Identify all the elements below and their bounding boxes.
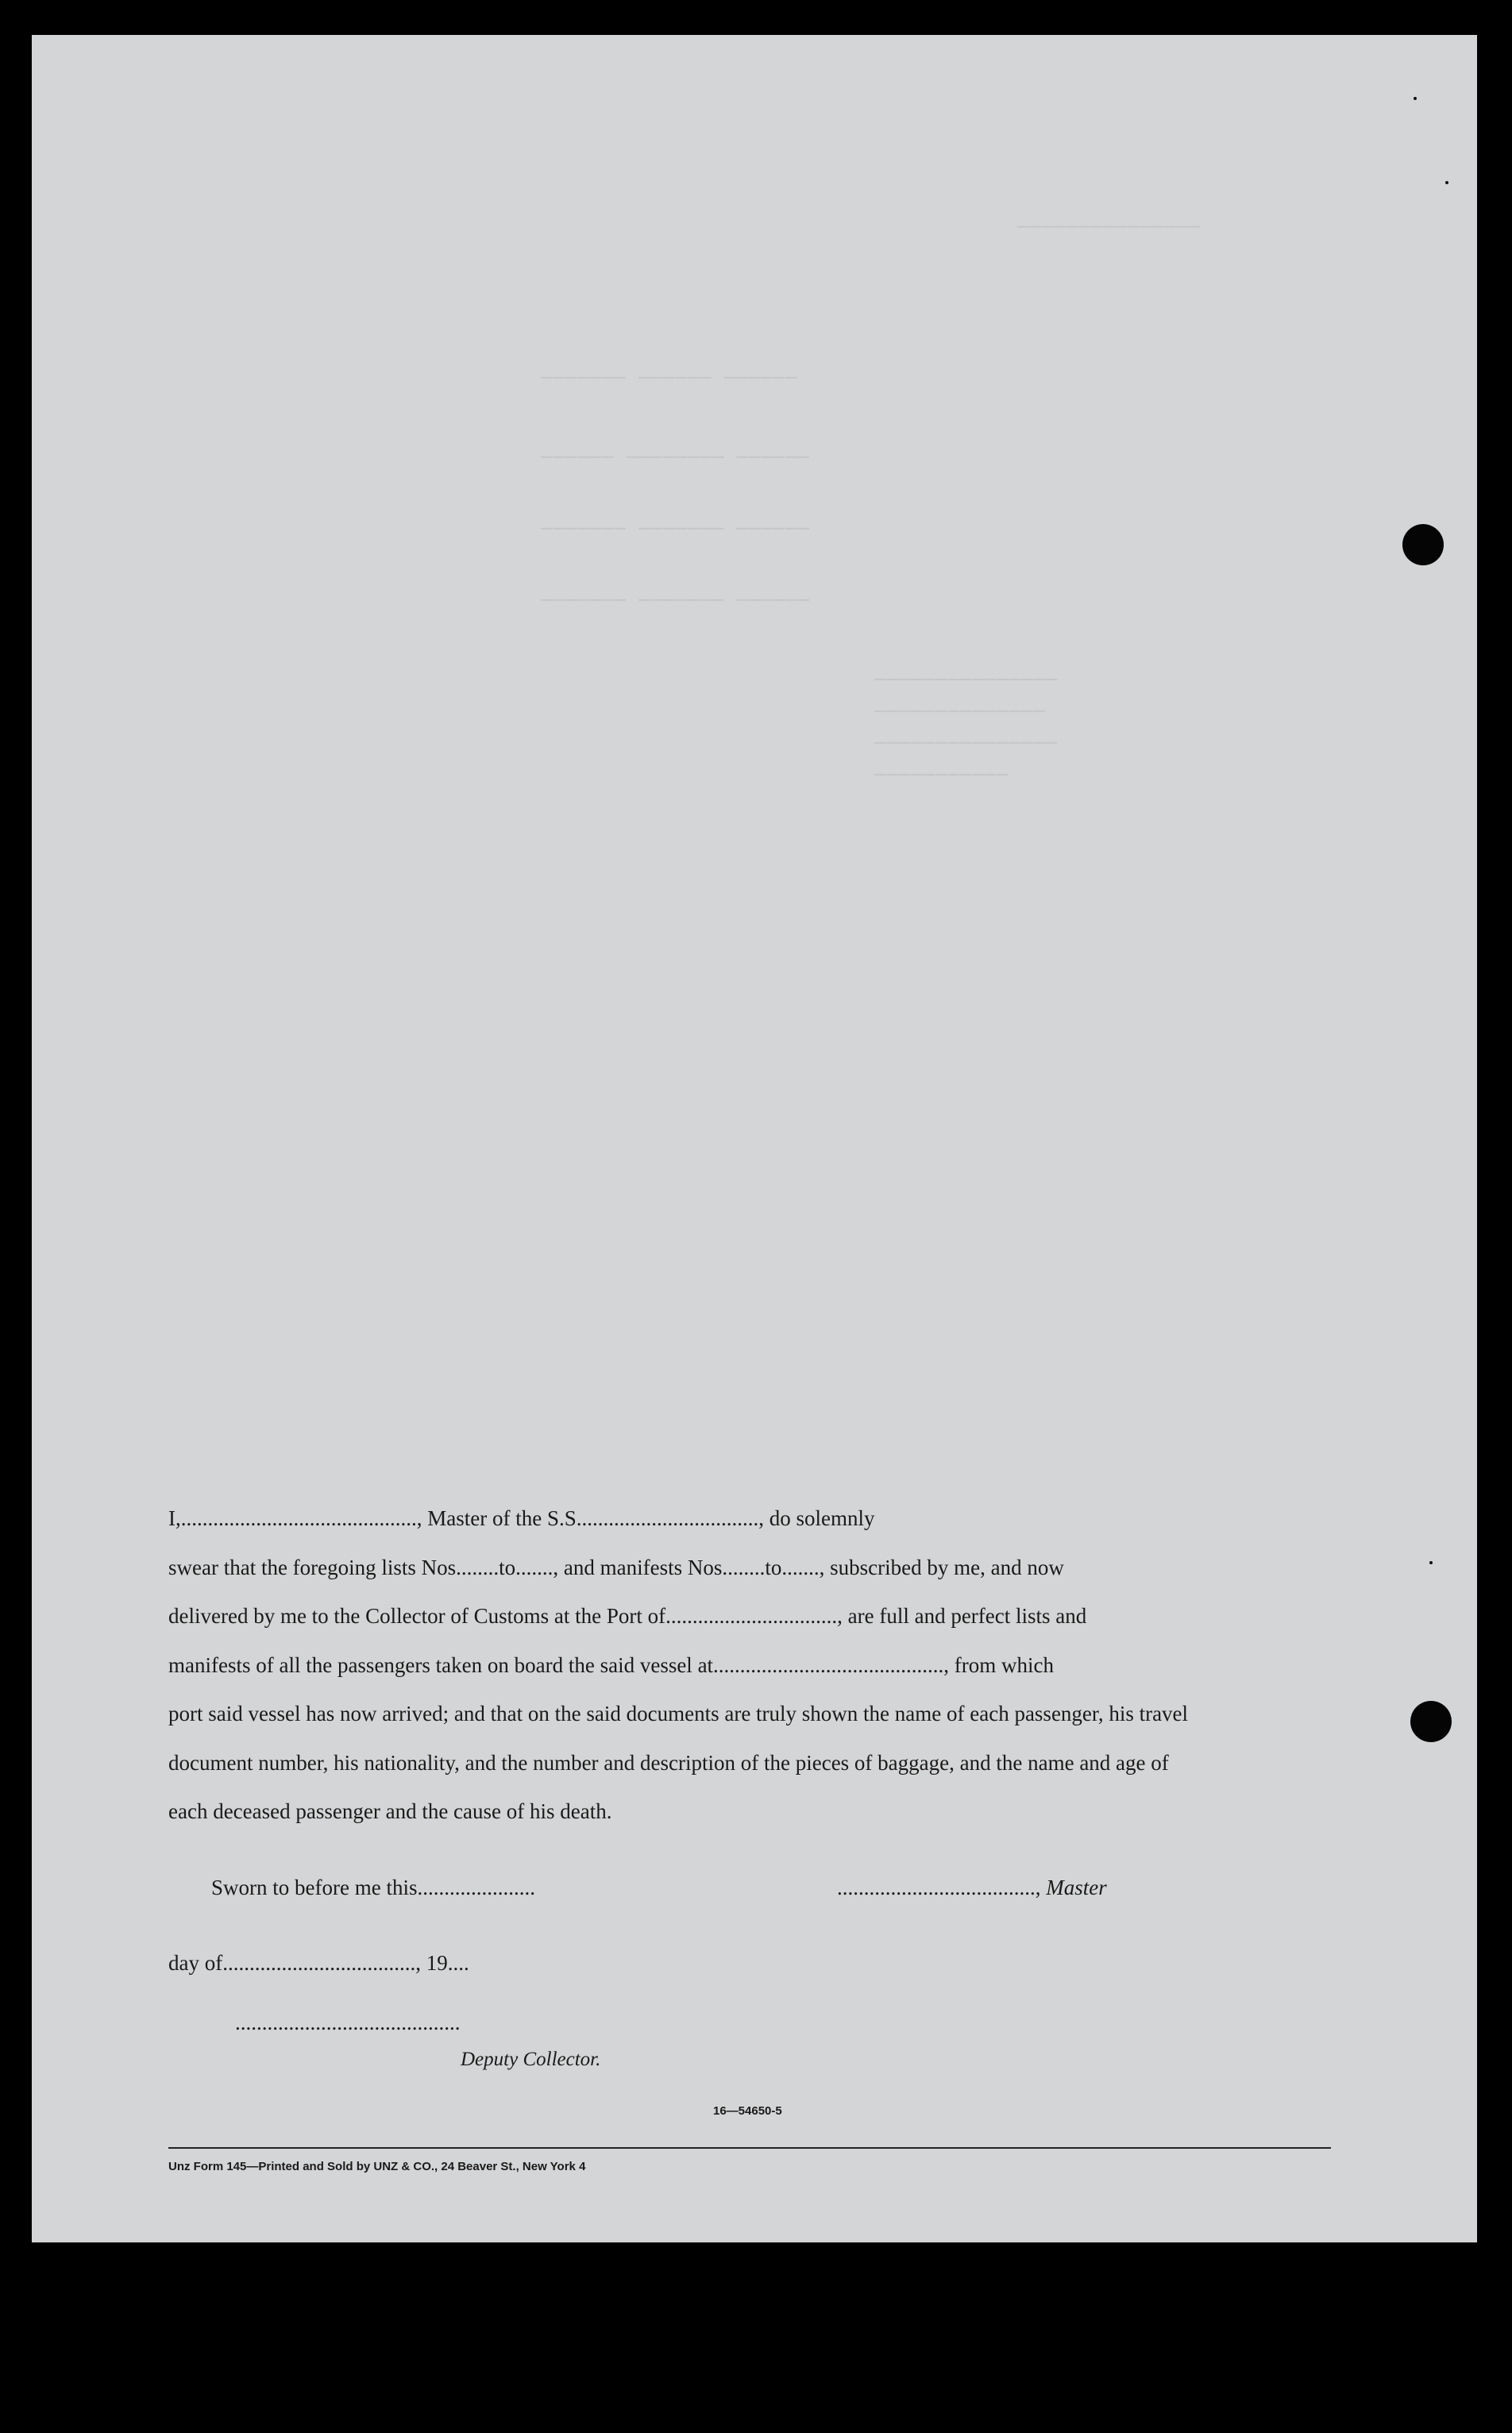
form-number: 16—54650-5 [713, 2104, 782, 2118]
speck [1445, 181, 1448, 184]
bleed-through-text: ─────────── [874, 765, 1009, 787]
speck [1414, 97, 1417, 100]
bleed-through-text: ─────────────── [1016, 218, 1201, 239]
sworn-label: Sworn to before me this...................... [211, 1876, 535, 1899]
day-of-line: day of...................................., 19.... [168, 1951, 469, 1975]
bleed-through-text: ────── ────── ─────── [540, 368, 797, 390]
bleed-through-text: ────── ─────── ─────── [540, 519, 809, 541]
punch-hole [1402, 524, 1444, 565]
oath-line: delivered by me to the Collector of Customs at the Port of................................, are full and perfect lists and [168, 1604, 1087, 1628]
oath-paragraph [168, 1494, 1331, 1837]
printer-footer: Unz Form 145—Printed and Sold by UNZ & CO., 24 Beaver St., New York 4 [168, 2160, 586, 2173]
oath-line: document number, his nationality, and the number and description of the pieces of baggage, and the name and age of [168, 1750, 1169, 1775]
oath-line: port said vessel has now arrived; and that on the said documents are truly shown the name of each passenger, his travel [168, 1702, 1189, 1725]
master-dots: ....................................., [837, 1876, 1041, 1899]
deputy-collector-label: Deputy Collector. [461, 2049, 601, 2070]
oath-line: each deceased passenger and the cause of his death. [168, 1799, 612, 1823]
speck [1429, 1561, 1433, 1564]
bleed-through-text: ────── ──────── ────── [540, 448, 809, 469]
oath-line: manifests of all the passengers taken on board the said vessel at..........................................., from which [168, 1652, 1055, 1677]
deputy-dots: .......................................... [235, 2011, 461, 2034]
master-label: Master [1046, 1876, 1107, 1899]
bleed-through-text: ─────────────── [874, 734, 1058, 755]
bleed-through-text: ────── ─────── ─────── [540, 591, 809, 612]
bleed-through-text: ─────────────── [874, 670, 1058, 692]
master-signature-line [837, 1876, 1107, 1900]
bleed-through-text: ────────────── [874, 702, 1045, 723]
footer-rule [168, 2147, 1331, 2149]
punch-hole [1410, 1701, 1452, 1742]
oath-line: I,............................................, Master of the S.S.................................., do solemnly [168, 1506, 875, 1530]
oath-line: swear that the foregoing lists Nos........to......., and manifests Nos........to......., subscribed by me, and now [168, 1555, 1064, 1579]
document-page [32, 35, 1477, 2242]
